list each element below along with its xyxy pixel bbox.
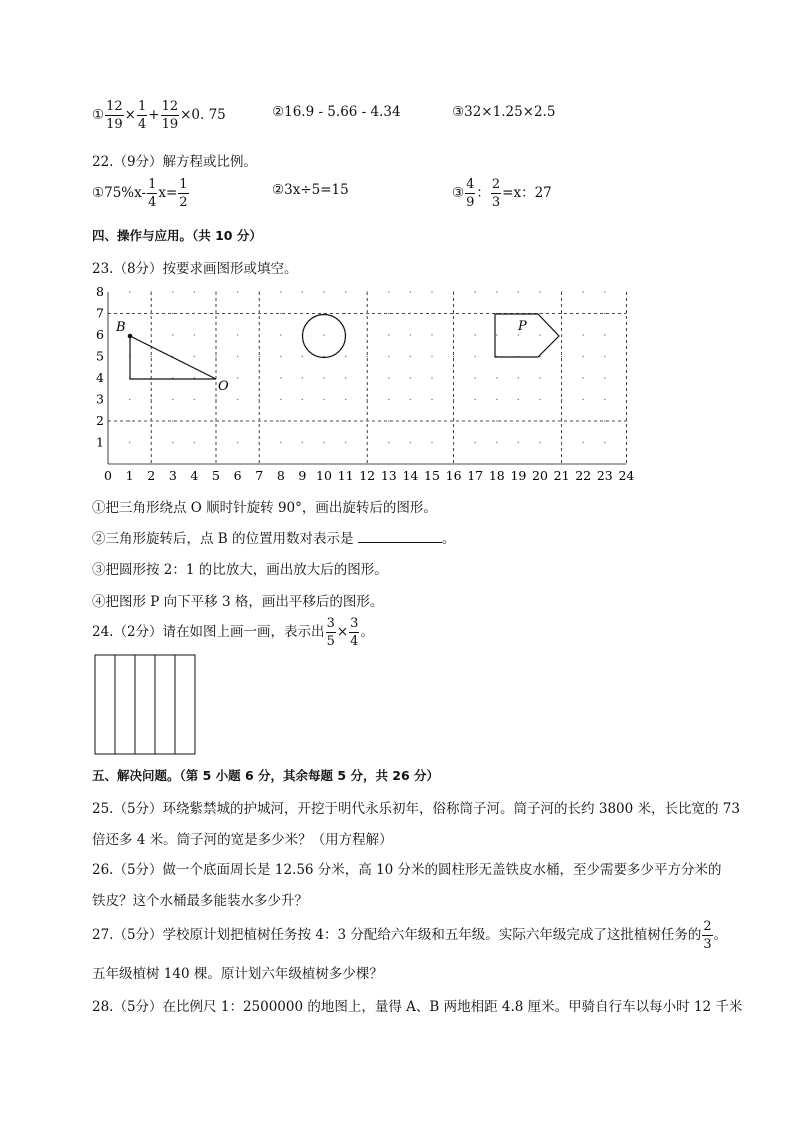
grid-dot xyxy=(518,334,519,335)
grid-dot xyxy=(496,377,497,378)
grid-dot xyxy=(367,442,368,443)
grid-dot xyxy=(539,442,540,443)
grid-dot xyxy=(453,334,454,335)
grid-dot xyxy=(172,313,173,314)
grid-dot xyxy=(475,334,476,335)
grid-dot xyxy=(604,399,605,400)
grid-dot xyxy=(151,399,152,400)
grid-dot xyxy=(151,313,152,314)
grid-dot xyxy=(604,442,605,443)
grid-dot xyxy=(539,399,540,400)
grid-dot xyxy=(302,313,303,314)
answer-blank[interactable] xyxy=(358,530,442,543)
x-tick-label: 11 xyxy=(337,468,354,483)
pentagon-P-shape xyxy=(495,314,559,357)
grid-dot xyxy=(410,291,411,292)
circle-shape xyxy=(303,315,346,358)
grid-dot xyxy=(345,291,346,292)
y-tick-label: 4 xyxy=(96,370,104,385)
grid-dot xyxy=(280,420,281,421)
grid-dot xyxy=(561,377,562,378)
grid-dot xyxy=(561,356,562,357)
x-tick-label: 19 xyxy=(510,468,527,483)
q28-line-1: 28.（5分）在比例尺 1：2500000 的地图上，量得 A、B 两地相距 4.8 厘米。甲骑自行车以每小时 12 千米 xyxy=(92,999,743,1015)
grid-dot xyxy=(539,313,540,314)
grid-dot xyxy=(388,291,389,292)
grid-dot xyxy=(215,399,216,400)
q21-expression-2: ②16.9 - 5.66 - 4.34 xyxy=(272,104,401,120)
grid-dot xyxy=(345,399,346,400)
grid-dot xyxy=(345,442,346,443)
grid-dot xyxy=(237,420,238,421)
grid-dot xyxy=(151,442,152,443)
grid-dot xyxy=(151,420,152,421)
grid-dot xyxy=(280,399,281,400)
grid-dot xyxy=(259,442,260,443)
grid-dot xyxy=(302,291,303,292)
grid-dot xyxy=(561,291,562,292)
grid-dot xyxy=(237,356,238,357)
grid-dot xyxy=(345,356,346,357)
grid-dot xyxy=(539,291,540,292)
grid-dot xyxy=(215,420,216,421)
grid-dot xyxy=(194,313,195,314)
grid-dot xyxy=(388,334,389,335)
triangle-shape xyxy=(130,336,216,379)
grid-dot xyxy=(475,313,476,314)
y-tick-label: 3 xyxy=(96,391,104,407)
grid-dot xyxy=(410,442,411,443)
grid-dot xyxy=(604,334,605,335)
q25-line-2: 倍还多 4 米。筒子河的宽是多少米？（用方程解） xyxy=(92,832,393,848)
grid-dot xyxy=(323,291,324,292)
grid-dot xyxy=(431,442,432,443)
y-tick-label: 8 xyxy=(96,284,104,299)
q21-expression-1: ① $\frac{12}{19}$ × $\frac{1}{4}$ + $\frac{12}{19}$ ×0. 75 xyxy=(92,99,226,132)
coordinate-grid xyxy=(85,280,645,485)
grid-dot xyxy=(496,291,497,292)
x-tick-label: 3 xyxy=(168,468,177,483)
grid-dot xyxy=(410,334,411,335)
x-tick-label: 20 xyxy=(532,468,548,483)
grid-dot xyxy=(129,313,130,314)
grid-dot xyxy=(518,442,519,443)
grid-dot xyxy=(388,377,389,378)
grid-dot xyxy=(410,420,411,421)
grid-dot xyxy=(388,442,389,443)
grid-dot xyxy=(259,313,260,314)
rectangle-diagram xyxy=(94,654,198,756)
grid-dot xyxy=(583,399,584,400)
grid-dot xyxy=(302,356,303,357)
label-P: P xyxy=(518,319,527,334)
grid-dot xyxy=(475,291,476,292)
grid-dot xyxy=(431,313,432,314)
grid-dot xyxy=(323,420,324,421)
grid-dot xyxy=(194,442,195,443)
grid-dot xyxy=(453,291,454,292)
grid-dot xyxy=(539,420,540,421)
grid-dot xyxy=(583,420,584,421)
x-tick-label: 9 xyxy=(298,468,307,483)
grid-dot xyxy=(518,291,519,292)
x-tick-label: 13 xyxy=(380,468,397,483)
grid-dot xyxy=(172,442,173,443)
grid-dot xyxy=(431,291,432,292)
q21-expression-3: ③32×1.25×2.5 xyxy=(452,104,556,120)
grid-dot xyxy=(604,377,605,378)
grid-dot xyxy=(453,399,454,400)
grid-dot xyxy=(129,291,130,292)
x-tick-label: 24 xyxy=(618,468,635,483)
x-tick-label: 7 xyxy=(255,468,264,483)
grid-dot xyxy=(604,291,605,292)
grid-dot xyxy=(129,442,130,443)
grid-dot xyxy=(194,291,195,292)
grid-dot xyxy=(237,334,238,335)
grid-dot xyxy=(151,356,152,357)
label-B: B xyxy=(116,320,126,335)
grid-dot xyxy=(302,399,303,400)
grid-dot xyxy=(388,313,389,314)
grid-dot xyxy=(129,399,130,400)
grid-dot xyxy=(561,399,562,400)
x-tick-label: 8 xyxy=(276,468,285,483)
x-tick-label: 4 xyxy=(190,468,199,483)
x-tick-label: 16 xyxy=(445,468,462,483)
grid-dot xyxy=(410,356,411,357)
grid-dot xyxy=(475,399,476,400)
grid-dot xyxy=(367,313,368,314)
grid-dot xyxy=(410,313,411,314)
q26-line-2: 铁皮？这个水桶最多能装水多少升？ xyxy=(92,893,308,909)
x-tick-label: 6 xyxy=(233,468,242,483)
grid-dot xyxy=(604,313,605,314)
grid-dot xyxy=(475,377,476,378)
x-tick-label: 23 xyxy=(596,468,613,483)
grid-dot xyxy=(323,334,324,335)
point-B-dot xyxy=(128,334,133,339)
grid-dot xyxy=(367,420,368,421)
section-4-heading: 四、操作与应用。（共 10 分） xyxy=(92,228,262,243)
grid-dot xyxy=(323,442,324,443)
label-O: O xyxy=(218,379,229,394)
x-tick-label: 2 xyxy=(147,468,156,483)
grid-dot xyxy=(431,399,432,400)
x-tick-label: 21 xyxy=(553,468,570,483)
grid-dot xyxy=(280,313,281,314)
grid-dot xyxy=(215,442,216,443)
grid-dot xyxy=(561,334,562,335)
grid-dot xyxy=(215,291,216,292)
grid-dot xyxy=(215,313,216,314)
grid-dot xyxy=(518,399,519,400)
grid-dot xyxy=(302,420,303,421)
grid-dot xyxy=(280,377,281,378)
q22-header: 22.（9分）解方程或比例。 xyxy=(92,154,258,170)
q23-instruction-2: ②三角形旋转后，点 B 的位置用数对表示是 。 xyxy=(92,531,456,547)
grid-dot xyxy=(237,399,238,400)
grid-dot xyxy=(259,334,260,335)
grid-dot xyxy=(453,442,454,443)
q25-line-1: 25.（5分）环绕紫禁城的护城河，开挖于明代永乐初年，俗称筒子河。筒子河的长约 3800 米，长比宽的 73 xyxy=(92,801,740,817)
grid-dot xyxy=(345,420,346,421)
grid-dot xyxy=(151,334,152,335)
grid-dot xyxy=(172,334,173,335)
grid-dot xyxy=(410,399,411,400)
grid-dot xyxy=(453,377,454,378)
grid-dot xyxy=(129,420,130,421)
grid-dot xyxy=(259,291,260,292)
q26-line-1: 26.（5分）做一个底面周长是 12.56 分米，高 10 分米的圆柱形无盖铁皮水桶，至少需要多少平方分米的 xyxy=(92,862,722,878)
grid-dot xyxy=(518,377,519,378)
x-tick-label: 1 xyxy=(125,468,134,483)
grid-dot xyxy=(561,420,562,421)
grid-dot xyxy=(518,420,519,421)
y-tick-label: 1 xyxy=(96,434,104,450)
grid-dot xyxy=(237,377,238,378)
y-tick-label: 5 xyxy=(96,348,104,364)
section-5-heading: 五、解决问题。（第 5 小题 6 分，其余每题 5 分，共 26 分） xyxy=(92,768,440,783)
q23-instruction-1: ①把三角形绕点 O 顺时针旋转 90°，画出旋转后的图形。 xyxy=(92,500,437,516)
grid-dot xyxy=(237,442,238,443)
grid-dot xyxy=(388,420,389,421)
grid-dot xyxy=(539,334,540,335)
grid-dot xyxy=(367,356,368,357)
grid-dot xyxy=(172,291,173,292)
grid-dot xyxy=(496,442,497,443)
grid-dot xyxy=(151,291,152,292)
grid-dot xyxy=(237,291,238,292)
y-axis-labels xyxy=(96,284,104,450)
grid-dot xyxy=(496,399,497,400)
grid-dot xyxy=(194,356,195,357)
grid-dot xyxy=(280,291,281,292)
q27-line-2: 五年级植树 140 棵。原计划六年级植树多少棵？ xyxy=(92,966,383,982)
grid-dot xyxy=(367,377,368,378)
grid-dot xyxy=(388,356,389,357)
grid-dot xyxy=(367,291,368,292)
grid-dot xyxy=(194,420,195,421)
grid-dot xyxy=(194,334,195,335)
q24-text: 24.（2分）请在如图上画一画，表示出 $\frac{3}{5}$ × $\frac{3}{4}$ 。 xyxy=(92,616,374,649)
grid-dot xyxy=(345,377,346,378)
grid-dot xyxy=(323,399,324,400)
grid-dot xyxy=(431,356,432,357)
grid-dot xyxy=(453,313,454,314)
grid-dot xyxy=(583,442,584,443)
grid-dot xyxy=(475,442,476,443)
x-tick-label: 0 xyxy=(104,468,112,483)
grid-dot xyxy=(475,356,476,357)
grid-dot xyxy=(215,334,216,335)
grid-dot xyxy=(496,334,497,335)
grid-dot xyxy=(302,442,303,443)
grid-dot xyxy=(280,442,281,443)
grid-dot xyxy=(388,399,389,400)
grid-dot xyxy=(259,399,260,400)
x-tick-label: 12 xyxy=(359,468,376,483)
y-tick-label: 7 xyxy=(96,305,104,321)
grid-dot xyxy=(431,377,432,378)
grid-dot xyxy=(280,334,281,335)
grid-dot xyxy=(323,377,324,378)
grid-dot xyxy=(583,334,584,335)
y-tick-label: 2 xyxy=(96,413,104,428)
grid-dot xyxy=(367,334,368,335)
grid-dot xyxy=(431,334,432,335)
x-tick-label: 5 xyxy=(212,468,220,483)
grid-dot xyxy=(367,399,368,400)
x-tick-label: 22 xyxy=(575,468,592,483)
grid-dot xyxy=(172,420,173,421)
grid-dot xyxy=(345,313,346,314)
grid-dot xyxy=(237,313,238,314)
grid-dot xyxy=(583,313,584,314)
q22-equation-1: ①75%x- $\frac{1}{4}$ x= $\frac{1}{2}$ xyxy=(92,177,188,210)
grid-dot xyxy=(453,420,454,421)
x-tick-label: 17 xyxy=(467,468,484,483)
grid-dot xyxy=(604,420,605,421)
grid-dot xyxy=(583,291,584,292)
grid-dot xyxy=(280,356,281,357)
q23-instruction-4: ④把图形 P 向下平移 3 格，画出平移后的图形。 xyxy=(92,594,384,610)
grid-dot xyxy=(561,313,562,314)
grid-dot xyxy=(583,356,584,357)
q27-line-1: 27.（5分）学校原计划把植树任务按 4：3 分配给六年级和五年级。实际六年级完成了这批植树任务的 $\frac{2}{3}$ 。 xyxy=(92,919,728,952)
grid-dot xyxy=(259,420,260,421)
grid-dot xyxy=(259,377,260,378)
grid-dot xyxy=(431,420,432,421)
grid-dot xyxy=(604,356,605,357)
grid-dot xyxy=(194,399,195,400)
q22-equation-2: ②3x÷5=15 xyxy=(272,182,349,198)
grid-dot xyxy=(172,399,173,400)
grid-dot xyxy=(496,420,497,421)
grid-dot xyxy=(302,377,303,378)
grid-dot xyxy=(583,377,584,378)
x-tick-label: 18 xyxy=(488,468,505,483)
x-tick-label: 15 xyxy=(424,468,440,483)
y-tick-label: 6 xyxy=(96,327,104,342)
grid-dot xyxy=(410,377,411,378)
grid-dot xyxy=(475,420,476,421)
x-tick-label: 10 xyxy=(316,468,332,483)
grid-dot xyxy=(215,356,216,357)
grid-dot xyxy=(453,356,454,357)
q23-instruction-3: ③把圆形按 2：1 的比放大，画出放大后的图形。 xyxy=(92,562,388,578)
grid-dot xyxy=(561,442,562,443)
grid-dot xyxy=(539,377,540,378)
grid-dot xyxy=(259,356,260,357)
x-tick-label: 14 xyxy=(402,468,419,483)
x-axis-labels xyxy=(104,468,634,483)
q23-header: 23.（8分）按要求画图形或填空。 xyxy=(92,261,298,277)
q22-equation-3: ③ $\frac{4}{9}$ ： $\frac{2}{3}$ =x：27 xyxy=(452,177,552,210)
